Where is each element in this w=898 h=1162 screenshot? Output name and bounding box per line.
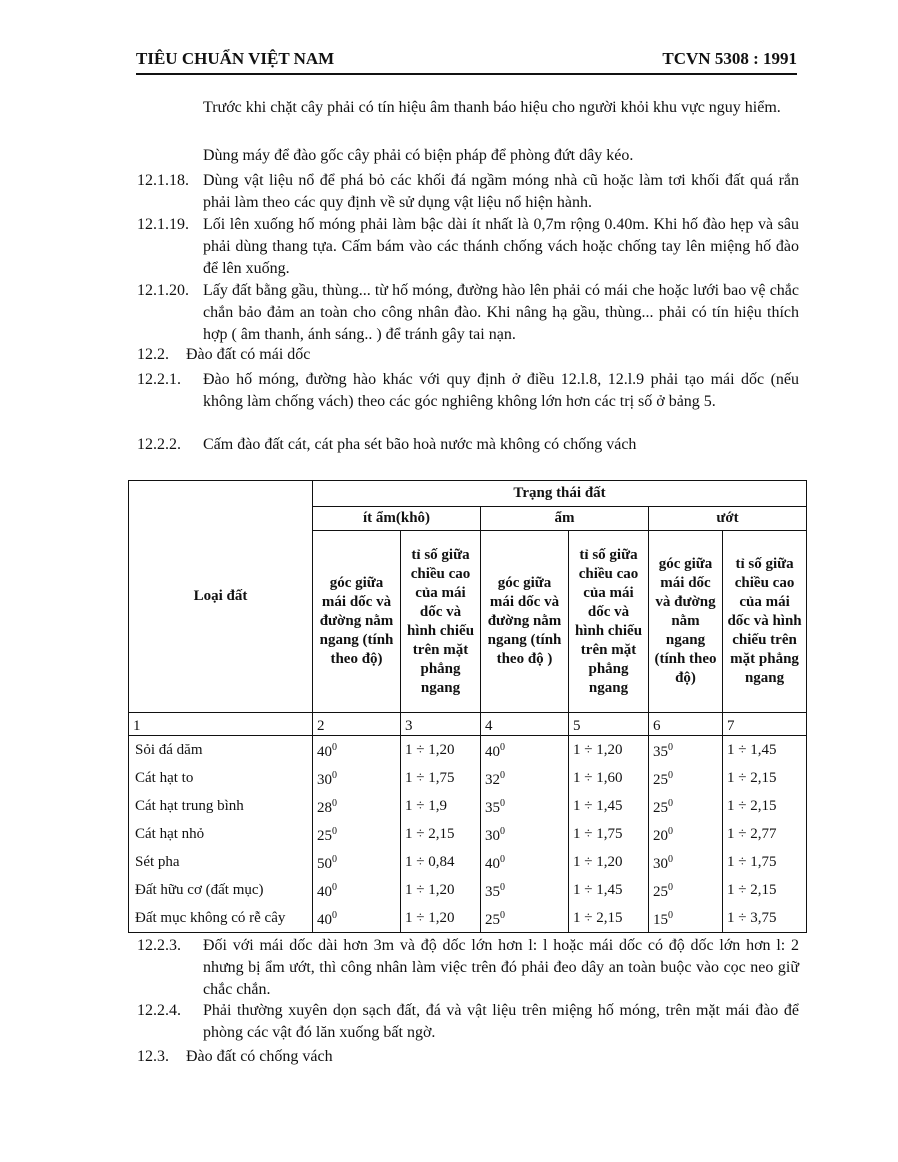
column-index: 4 bbox=[481, 713, 569, 736]
angle-dry: $30^0$ bbox=[313, 764, 401, 792]
angle-dry: $40^0$ bbox=[313, 736, 401, 765]
page-header bbox=[136, 47, 797, 75]
angle-moist: $40^0$ bbox=[481, 848, 569, 876]
ratio-dry: 1 ÷ 1,20 bbox=[401, 736, 481, 765]
header-standard-title: TIÊU CHUẨN VIỆT NAM bbox=[136, 49, 335, 68]
sub-header-ratio: tỉ số giữa chiều cao của mái dốc và hình chiếu trên mặt phẳng ngang bbox=[723, 531, 807, 713]
clause-number: 12.2.3. bbox=[137, 937, 181, 954]
clause-number: 12.1.20. bbox=[137, 282, 189, 299]
ratio-moist: 1 ÷ 2,15 bbox=[569, 904, 649, 933]
ratio-wet: 1 ÷ 1,75 bbox=[723, 848, 807, 876]
ratio-dry: 1 ÷ 1,9 bbox=[401, 792, 481, 820]
soil-name: Đất mục không có rễ cây bbox=[129, 904, 313, 933]
table-row bbox=[129, 904, 807, 933]
angle-wet: $25^0$ bbox=[649, 764, 723, 792]
header-standard-code: TCVN 5308 : 1991 bbox=[662, 49, 797, 68]
table-row bbox=[129, 848, 807, 876]
angle-dry: $40^0$ bbox=[313, 876, 401, 904]
angle-wet: $25^0$ bbox=[649, 792, 723, 820]
angle-moist: $40^0$ bbox=[481, 736, 569, 765]
angle-moist: $32^0$ bbox=[481, 764, 569, 792]
column-index: 3 bbox=[401, 713, 481, 736]
ratio-wet: 1 ÷ 2,15 bbox=[723, 876, 807, 904]
ratio-dry: 1 ÷ 1,20 bbox=[401, 876, 481, 904]
clause-text: Lấy đất bằng gầu, thùng... từ hố móng, đường hào lên phải có mái che hoặc lưới bao vệ chắc chắn bảo đảm an toàn cho công nhân đào. Khi nâng hạ gầu, thùng... phải có tín hiệu thích hợp ( âm thanh, ánh sáng.. ) để tránh gây tai nạn. bbox=[203, 282, 799, 343]
soil-name: Cát hạt nhỏ bbox=[129, 820, 313, 848]
clause-text: Đào hố móng, đường hào khác với quy định ở điều 12.l.8, 12.l.9 phải tạo mái dốc (nếu không làm chống vách) theo các góc nghiêng không lớn hơn các trị số ở bảng 5. bbox=[203, 371, 799, 410]
clause-text: Lối lên xuống hố móng phải làm bậc dài ít nhất là 0,7m rộng 0.40m. Khi hố đào hẹp và sâu phải dùng thang tựa. Cấm bám vào các thánh chống vách hoặc chống tay lên miệng hố đào để lên xuống. bbox=[203, 216, 799, 277]
clause-number: 12.2.1. bbox=[137, 371, 181, 388]
ratio-wet: 1 ÷ 2,15 bbox=[723, 764, 807, 792]
angle-moist: $35^0$ bbox=[481, 876, 569, 904]
group-header-wet: ướt bbox=[649, 507, 807, 531]
angle-wet: $35^0$ bbox=[649, 736, 723, 765]
table-row bbox=[129, 820, 807, 848]
angle-dry: $25^0$ bbox=[313, 820, 401, 848]
sub-header-angle: góc giữa mái dốc và đường nằm ngang (tính theo độ) bbox=[649, 531, 723, 713]
angle-wet: $15^0$ bbox=[649, 904, 723, 933]
ratio-dry: 1 ÷ 0,84 bbox=[401, 848, 481, 876]
clause-number: 12.2.2. bbox=[137, 436, 181, 453]
group-header-moist: ẩm bbox=[481, 507, 649, 531]
table-row bbox=[129, 764, 807, 792]
ratio-dry: 1 ÷ 2,15 bbox=[401, 820, 481, 848]
clause-text: Đối với mái dốc dài hơn 3m và độ dốc lớn hơn l: l hoặc mái dốc có độ dốc lớn hơn l: 2 nhưng bị ẩm ướt, thì công nhân làm việc trên đó phải đeo dây an toàn buộc vào cọc neo giữ chắc chắn. bbox=[203, 937, 799, 998]
angle-wet: $30^0$ bbox=[649, 848, 723, 876]
soil-name: Cát hạt trung bình bbox=[129, 792, 313, 820]
column-index: 6 bbox=[649, 713, 723, 736]
slope-angle-table bbox=[128, 480, 807, 933]
clause-number: 12.2.4. bbox=[137, 1002, 181, 1019]
ratio-dry: 1 ÷ 1,75 bbox=[401, 764, 481, 792]
ratio-wet: 1 ÷ 2,15 bbox=[723, 792, 807, 820]
sub-header-ratio: tỉ số giữa chiều cao của mái dốc và hình chiếu trên mặt phẳng ngang bbox=[401, 531, 481, 713]
ratio-moist: 1 ÷ 1,45 bbox=[569, 792, 649, 820]
intro-paragraph-2: Dùng máy để đào gốc cây phải có biện pháp để phòng đứt dây kéo. bbox=[203, 147, 634, 164]
angle-dry: $50^0$ bbox=[313, 848, 401, 876]
sub-header-angle: góc giữa mái dốc và đường nằm ngang (tính theo độ) bbox=[313, 531, 401, 713]
ratio-wet: 1 ÷ 1,45 bbox=[723, 736, 807, 765]
ratio-wet: 1 ÷ 2,77 bbox=[723, 820, 807, 848]
section-number: 12.2. bbox=[137, 346, 169, 363]
angle-wet: $25^0$ bbox=[649, 876, 723, 904]
angle-dry: $28^0$ bbox=[313, 792, 401, 820]
ratio-moist: 1 ÷ 1,20 bbox=[569, 736, 649, 765]
section-title: Đào đất có mái dốc bbox=[186, 346, 311, 363]
table-row bbox=[129, 736, 807, 765]
soil-type-header: Loại đất bbox=[129, 481, 313, 713]
column-index: 5 bbox=[569, 713, 649, 736]
ratio-moist: 1 ÷ 1,20 bbox=[569, 848, 649, 876]
clause-text: Cấm đào đất cát, cát pha sét bão hoà nước mà không có chống vách bbox=[203, 436, 637, 453]
table-row bbox=[129, 876, 807, 904]
clause-number: 12.1.19. bbox=[137, 216, 189, 233]
column-index: 1 bbox=[129, 713, 313, 736]
soil-name: Đất hữu cơ (đất mục) bbox=[129, 876, 313, 904]
ratio-dry: 1 ÷ 1,20 bbox=[401, 904, 481, 933]
angle-moist: $35^0$ bbox=[481, 792, 569, 820]
intro-paragraph-1: Trước khi chặt cây phải có tín hiệu âm thanh báo hiệu cho người khỏi khu vực nguy hiểm. bbox=[203, 99, 781, 116]
sub-header-angle: góc giữa mái dốc và đường nằm ngang (tính theo độ ) bbox=[481, 531, 569, 713]
soil-name: Sỏi đá dăm bbox=[129, 736, 313, 765]
clause-text: Dùng vật liệu nổ để phá bỏ các khối đá ngầm móng nhà cũ hoặc làm tơi khối đất quá rắn phải làm theo các quy định về sử dụng vật liệu nổ hiện hành. bbox=[203, 172, 799, 211]
soil-name: Cát hạt to bbox=[129, 764, 313, 792]
angle-dry: $40^0$ bbox=[313, 904, 401, 933]
soil-state-header: Trạng thái đất bbox=[313, 481, 807, 507]
soil-name: Sét pha bbox=[129, 848, 313, 876]
section-number: 12.3. bbox=[137, 1048, 169, 1065]
sub-header-ratio: tỉ số giữa chiều cao của mái dốc và hình chiếu trên mặt phẳng ngang bbox=[569, 531, 649, 713]
ratio-moist: 1 ÷ 1,60 bbox=[569, 764, 649, 792]
angle-moist: $30^0$ bbox=[481, 820, 569, 848]
angle-moist: $25^0$ bbox=[481, 904, 569, 933]
ratio-moist: 1 ÷ 1,45 bbox=[569, 876, 649, 904]
group-header-dry: ít ẩm(khô) bbox=[313, 507, 481, 531]
table-body bbox=[129, 736, 807, 933]
column-index: 2 bbox=[313, 713, 401, 736]
section-title: Đào đất có chống vách bbox=[186, 1048, 333, 1065]
clause-text: Phải thường xuyên dọn sạch đất, đá và vật liệu trên miệng hố móng, trên mặt mái đào để phòng các vật đó lăn xuống bất ngờ. bbox=[203, 1002, 799, 1041]
clause-number: 12.1.18. bbox=[137, 172, 189, 189]
table-row bbox=[129, 792, 807, 820]
ratio-moist: 1 ÷ 1,75 bbox=[569, 820, 649, 848]
column-index: 7 bbox=[723, 713, 807, 736]
ratio-wet: 1 ÷ 3,75 bbox=[723, 904, 807, 933]
angle-wet: $20^0$ bbox=[649, 820, 723, 848]
